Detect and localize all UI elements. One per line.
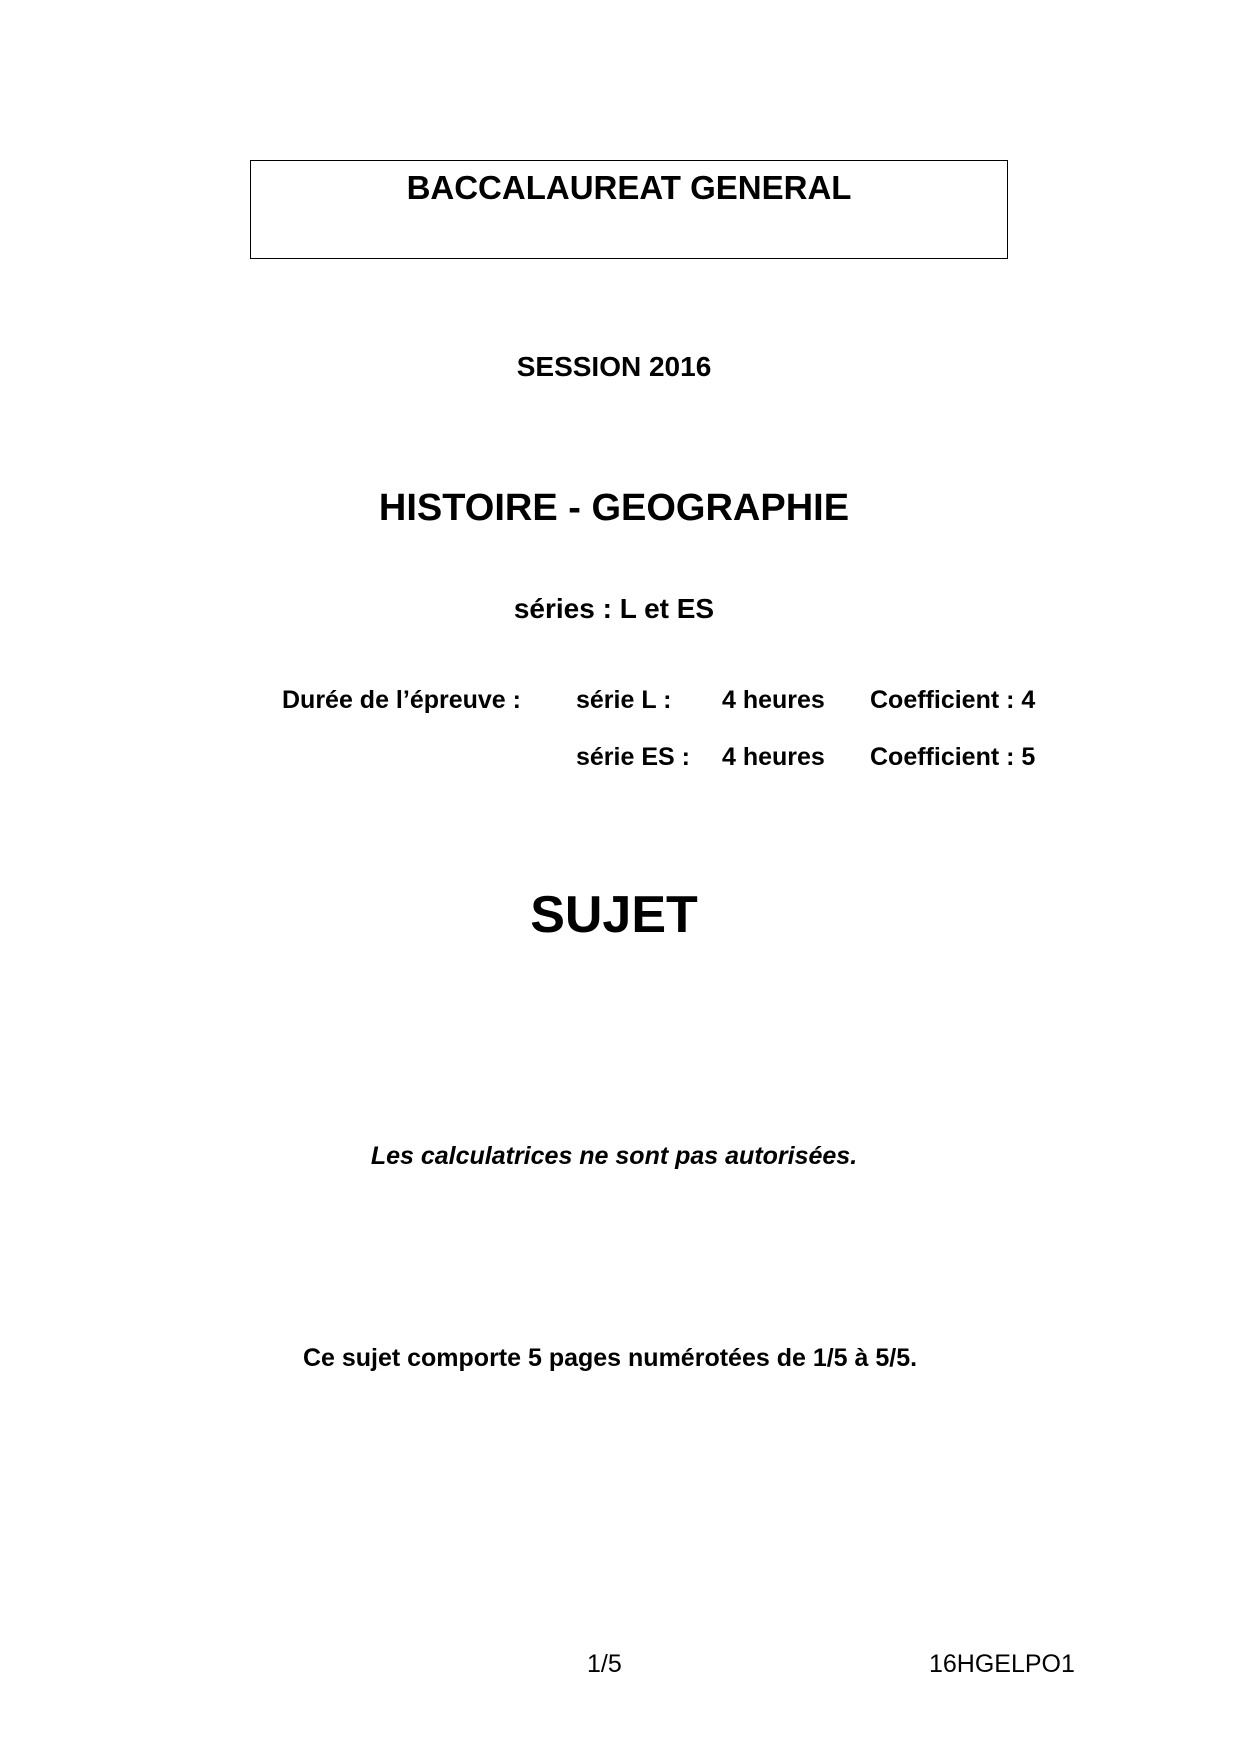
calculator-note: Les calculatrices ne sont pas autorisées. bbox=[370, 1142, 858, 1170]
sujet-heading: SUJET bbox=[530, 886, 698, 944]
duration-row-coefficient: Coefficient : 5 bbox=[870, 743, 1036, 771]
duration-row-hours: 4 heures bbox=[722, 743, 825, 771]
series-line: séries : L et ES bbox=[513, 593, 715, 624]
pages-note: Ce sujet comporte 5 pages numérotées de 1/5 à 5/5. bbox=[302, 1344, 918, 1372]
page-number: 1/5 bbox=[587, 1650, 622, 1678]
header-box bbox=[250, 160, 1008, 259]
duration-row-hours: 4 heures bbox=[722, 686, 825, 714]
duration-row-serie: série ES : bbox=[576, 743, 690, 771]
exam-title: BACCALAUREAT GENERAL bbox=[406, 169, 852, 206]
duration-label: Durée de l’épreuve : bbox=[282, 686, 521, 714]
document-code: 16HGELPO1 bbox=[929, 1650, 1075, 1678]
duration-row-coefficient: Coefficient : 4 bbox=[870, 686, 1036, 714]
session-year: SESSION 2016 bbox=[516, 351, 712, 382]
subject-title: HISTOIRE - GEOGRAPHIE bbox=[378, 487, 850, 529]
duration-row-serie: série L : bbox=[576, 686, 672, 714]
